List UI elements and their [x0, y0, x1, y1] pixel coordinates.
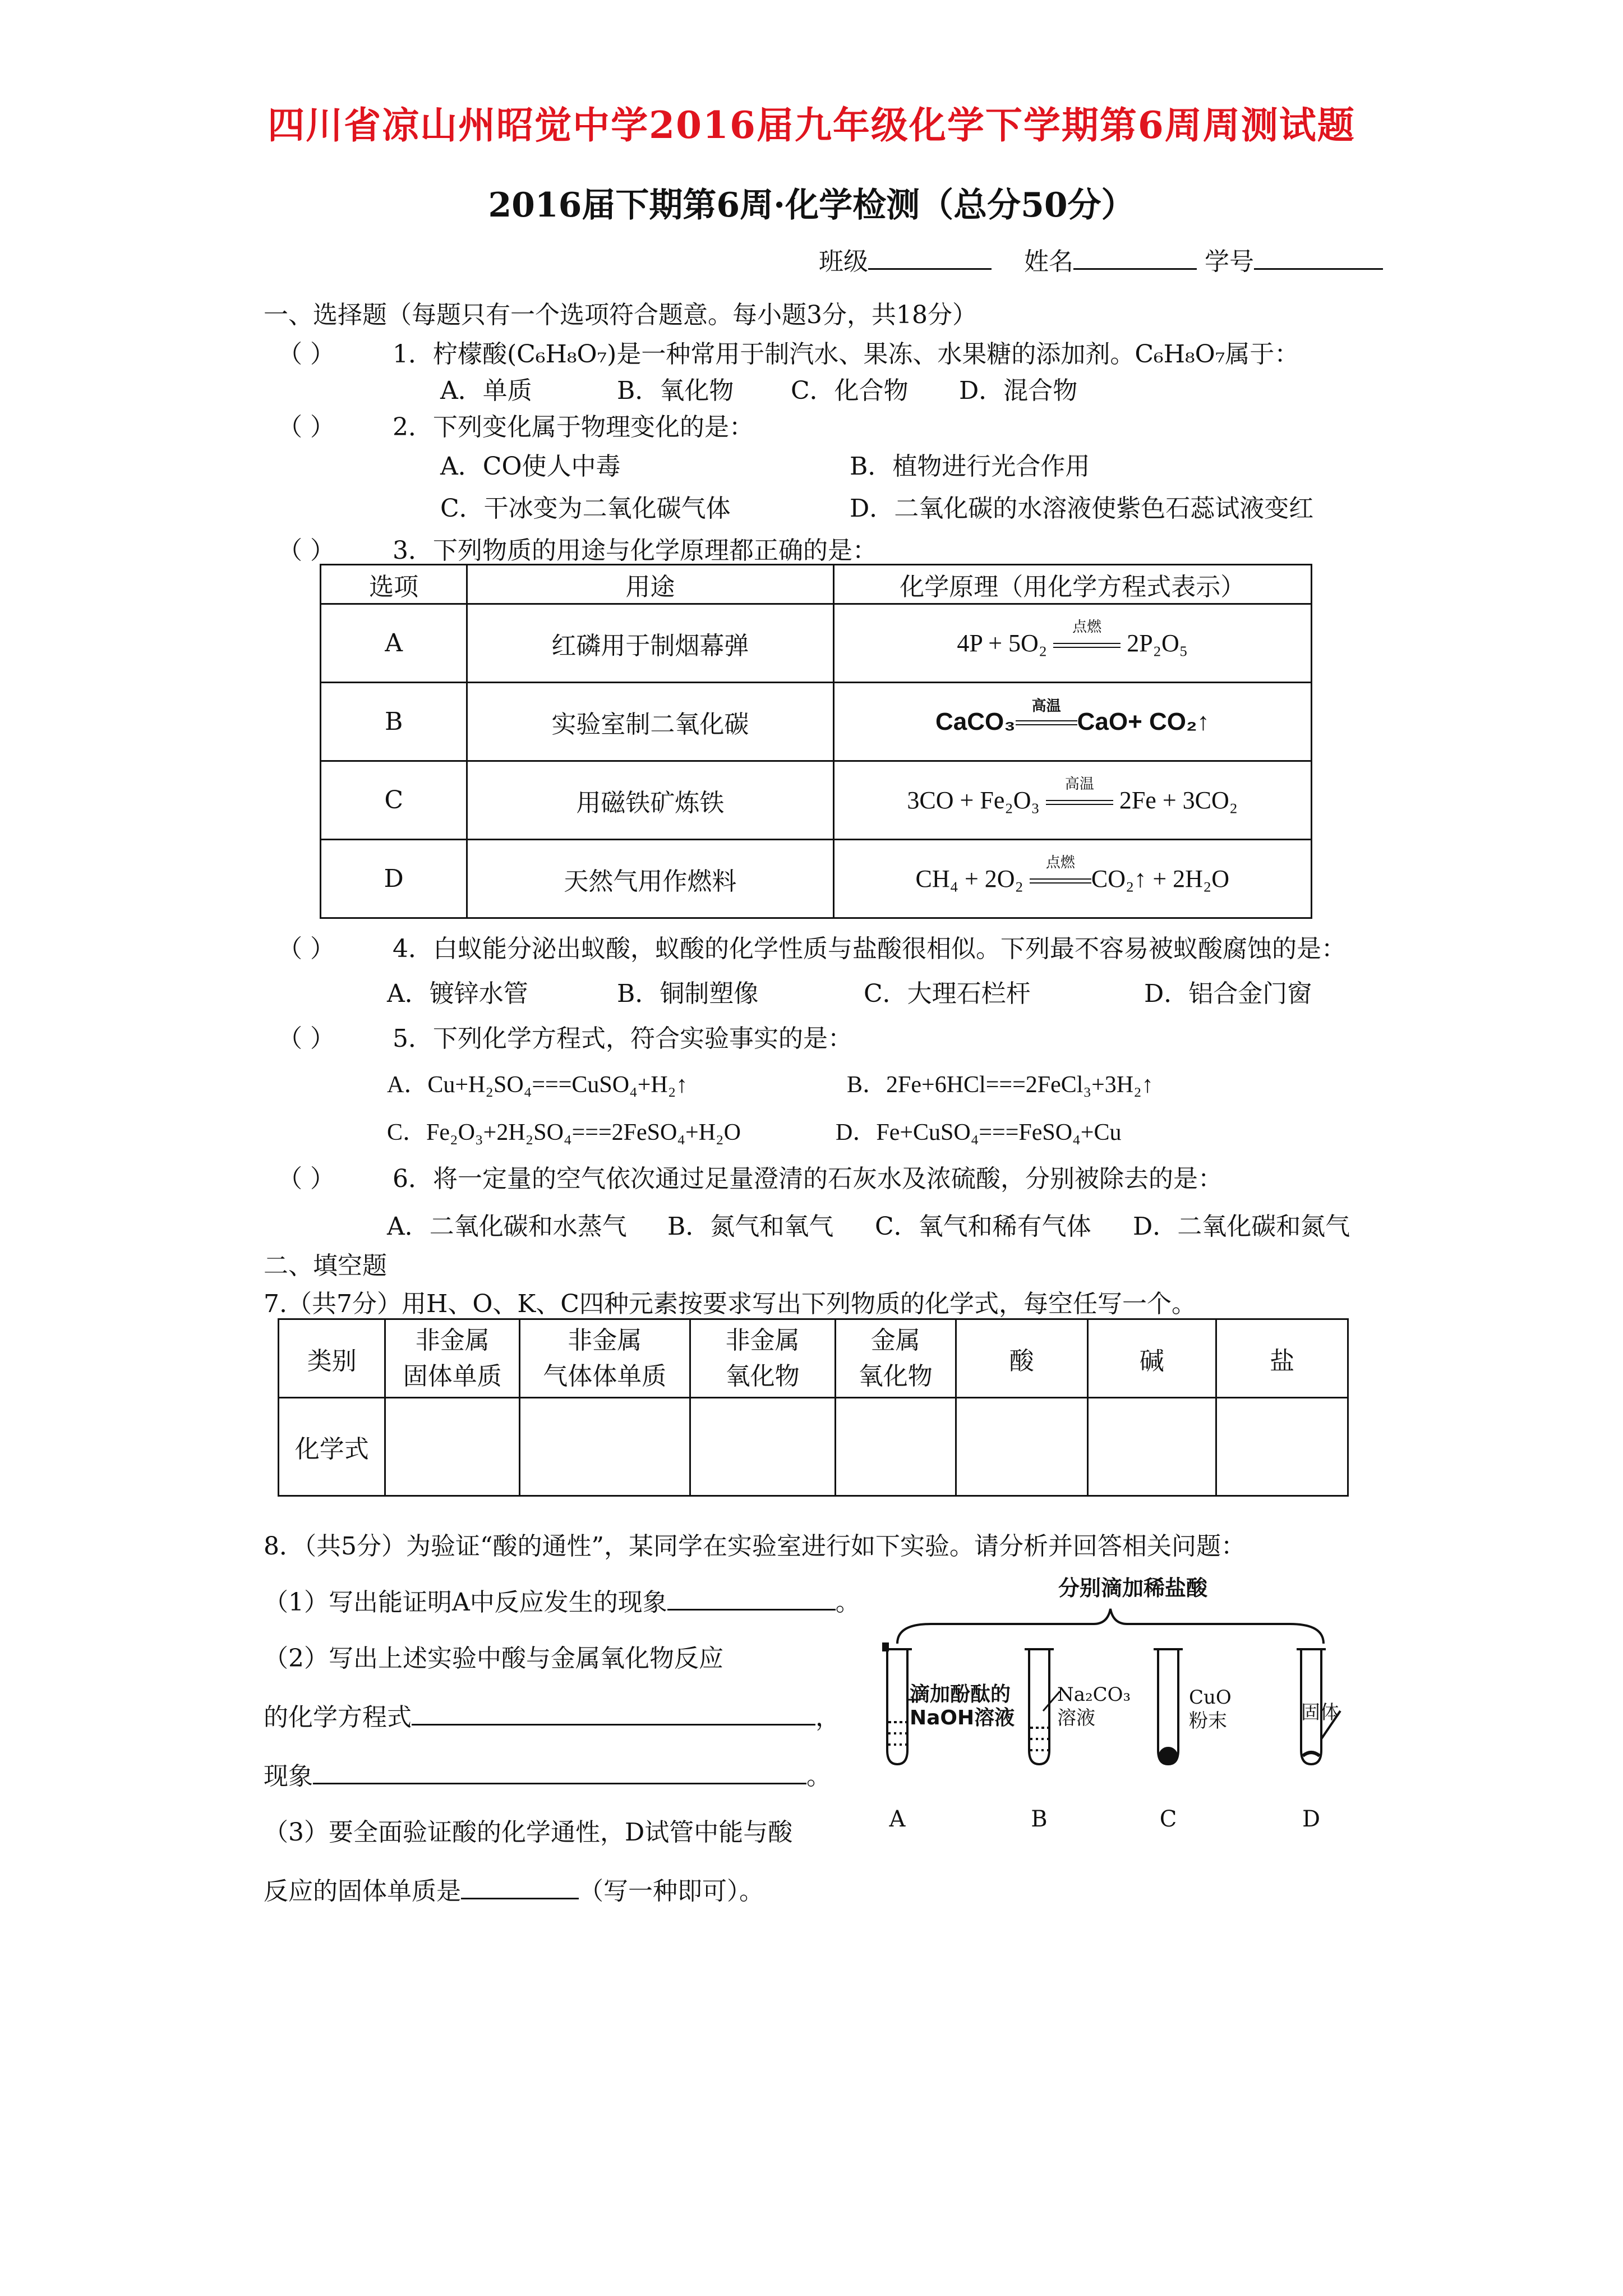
tube-label-c: C [1159, 1806, 1177, 1832]
class-label: 班级 [819, 247, 868, 276]
q8-part2-line2 [264, 1697, 840, 1733]
document-red-title: 四川省凉山州昭觉中学2016届九年级化学下学期第6周周测试题 [268, 103, 1355, 147]
tube-d-description: 固体 [1301, 1701, 1339, 1724]
q7-col-header-salt: 盐 [1216, 1319, 1348, 1398]
q2-answer-paren[interactable]: （ ） [278, 413, 335, 441]
q8-part2-line1: （2）写出上述实验中酸与金属氧化物反应 [264, 1644, 723, 1673]
student-info-line [819, 241, 1383, 277]
tube-c-text-1: CuO [1189, 1686, 1232, 1709]
tube-b-description [1057, 1683, 1131, 1730]
q3-row-b-equation [833, 683, 1311, 761]
q1-option-d: D．混合物 [959, 376, 1078, 405]
q7-answer-cell[interactable] [956, 1398, 1087, 1496]
q4-option-d: D．铝合金门窗 [1144, 979, 1312, 1008]
q3-row-d-equation [833, 840, 1311, 918]
q6-stem: 6．将一定量的空气依次通过足量澄清的石灰水及浓硫酸，分别被除去的是： [393, 1165, 1223, 1193]
section1-title: 一、选择题（每题只有一个选项符合题意。每小题3分，共18分） [264, 301, 977, 329]
q1-answer-paren[interactable]: （ ） [278, 340, 335, 369]
q2-option-c: C．干冰变为二氧化碳气体 [440, 494, 731, 523]
tube-a-text-1: 滴加酚酞的 [910, 1683, 1011, 1706]
tube-b [1025, 1649, 1054, 1764]
q8-part1-end: 。 [835, 1588, 860, 1617]
figure-top-label: 分别滴加稀盐酸 [1058, 1576, 1207, 1600]
tube-c-text-2: 粉末 [1189, 1710, 1227, 1732]
q3-row-a-option: A [321, 604, 467, 683]
eq-right: 2P₂O₅ [1127, 629, 1188, 657]
q7-col-header [690, 1319, 835, 1398]
q7-answer-cell[interactable] [835, 1398, 956, 1496]
eq-left: CH₄ + 2O₂ [915, 865, 1023, 892]
eq-condition [1030, 854, 1091, 893]
q8-part3-line1: （3）要全面验证酸的化学通性，D试管中能与酸 [264, 1818, 793, 1847]
q7-answer-cell[interactable] [690, 1398, 835, 1496]
q3-answer-paren[interactable]: （ ） [278, 536, 335, 565]
q1-option-b: B．氧化物 [617, 376, 734, 405]
col-line1: 非金属 [725, 1326, 800, 1355]
q4-option-b: B．铜制塑像 [617, 979, 759, 1008]
q3-header-option: 选项 [321, 565, 467, 604]
q8-part2-text: 的化学方程式 [264, 1703, 412, 1732]
q8-phenomenon-blank[interactable] [313, 1760, 806, 1784]
q3-row-b-use: 实验室制二氧化碳 [467, 683, 833, 761]
col-line2: 氧化物 [725, 1361, 800, 1391]
q3-row-a-equation [833, 604, 1311, 683]
q8-part1-text: （1）写出能证明A中反应发生的现象 [264, 1588, 667, 1617]
col-line2: 固体单质 [403, 1361, 502, 1391]
q6-option-c: C．氧气和稀有气体 [875, 1212, 1091, 1241]
col-line1: 非金属 [568, 1326, 642, 1355]
tube-c-description [1189, 1686, 1232, 1733]
q2-option-d: D．二氧化碳的水溶液使紫色石蕊试液变红 [850, 494, 1314, 523]
id-label: 学号 [1205, 247, 1254, 276]
class-field[interactable] [868, 246, 992, 270]
q7-row-label-category: 类别 [279, 1319, 385, 1398]
q6-option-a: A．二氧化碳和水蒸气 [387, 1212, 627, 1241]
col-line1: 非金属 [415, 1326, 490, 1355]
q8-part2-line3 [264, 1756, 831, 1792]
q3-row-d-option: D [321, 840, 467, 918]
eq-right: CaO+ CO₂↑ [1077, 707, 1210, 735]
tube-label-b: B [1031, 1806, 1048, 1832]
eq-condition [1016, 697, 1077, 736]
condition-text: 高温 [1031, 697, 1061, 714]
id-field[interactable] [1254, 246, 1383, 270]
q3-row-c-use: 用磁铁矿炼铁 [467, 761, 833, 840]
tube-a-description [910, 1683, 1015, 1730]
test-tube-figure [875, 1571, 1346, 1862]
brace [897, 1609, 1324, 1644]
tube-label-a: A [889, 1806, 906, 1832]
q3-header-principle: 化学原理（用化学方程式表示） [833, 565, 1311, 604]
q3-table [320, 564, 1312, 919]
q2-option-a: A．CO使人中毒 [440, 452, 621, 481]
col-line1: 金属 [870, 1326, 920, 1355]
q6-answer-paren[interactable]: （ ） [278, 1165, 335, 1193]
exam-title: 2016届下期第6周·化学检测（总分50分） [488, 186, 1135, 225]
eq-left: 3CO + Fe₂O₃ [907, 786, 1040, 814]
condition-text: 点燃 [1045, 854, 1075, 871]
section2-title: 二、填空题 [264, 1251, 387, 1280]
q8-part3-line2 [264, 1871, 764, 1907]
q7-col-header [385, 1319, 520, 1398]
eq-condition [1046, 776, 1113, 815]
q4-stem: 4．白蚁能分泌出蚁酸，蚁酸的化学性质与盐酸很相似。下列最不容易被蚁酸腐蚀的是： [393, 935, 1346, 963]
tube-a-text-2: NaOH溶液 [910, 1706, 1015, 1729]
name-field[interactable] [1073, 246, 1197, 270]
q1-option-a: A．单质 [440, 376, 532, 405]
q6-option-b: B．氮气和氧气 [667, 1212, 834, 1241]
q5-option-b: B．2Fe+6HCl===2FeCl₃+3H₂↑ [847, 1072, 1154, 1098]
tube-b-text-1: Na₂CO₃ [1057, 1683, 1131, 1706]
eq-condition [1053, 619, 1121, 657]
q7-stem: 7.（共7分）用H、O、K、C四种元素按要求写出下列物质的化学式，每空任写一个。 [264, 1290, 1196, 1318]
q3-stem: 3．下列物质的用途与化学原理都正确的是： [393, 536, 877, 565]
q5-option-c: C．Fe₂O₃+2H₂SO₄===2FeSO₄+H₂O [387, 1120, 741, 1145]
q3-row-a-use: 红磷用于制烟幕弹 [467, 604, 833, 683]
q8-part2-line3-end: 。 [806, 1762, 831, 1791]
eq-left: 4P + 5O₂ [957, 629, 1048, 657]
q8-part1 [264, 1582, 860, 1618]
q7-col-header-acid: 酸 [956, 1319, 1087, 1398]
q7-answer-cell[interactable] [1087, 1398, 1216, 1496]
name-label: 姓名 [1024, 247, 1073, 276]
q3-row-b-option: B [321, 683, 467, 761]
eq-right: CO₂↑ + 2H₂O [1091, 865, 1230, 892]
q5-answer-paren[interactable]: （ ） [278, 1024, 335, 1053]
condition-text: 高温 [1064, 776, 1094, 792]
q5-stem: 5．下列化学方程式，符合实验事实的是： [393, 1024, 852, 1053]
q1-option-c: C．化合物 [791, 376, 909, 405]
tube-label-d: D [1302, 1806, 1321, 1832]
q8-stem: 8．（共5分）为验证“酸的通性”，某同学在实验室进行如下实验。请分析并回答相关问题： [264, 1532, 1246, 1561]
q7-col-header-base: 碱 [1087, 1319, 1216, 1398]
q7-table [278, 1318, 1349, 1497]
q1-stem: 1．柠檬酸(C₆H₈O₇)是一种常用于制汽水、果冻、水果糖的添加剂。C₆H₈O₇属于： [393, 340, 1299, 369]
q7-answer-cell[interactable] [520, 1398, 690, 1496]
q7-row-label-formula: 化学式 [279, 1398, 385, 1496]
q8-equation-blank[interactable] [412, 1701, 815, 1726]
col-line2: 气体体单质 [543, 1361, 667, 1391]
q2-option-b: B．植物进行光合作用 [850, 452, 1090, 481]
col-line2: 氧化物 [858, 1361, 933, 1391]
q5-option-a: A．Cu+H₂SO₄===CuSO₄+H₂↑ [387, 1072, 688, 1098]
tube-b-text-2: 溶液 [1057, 1707, 1095, 1729]
q4-option-a: A．镀锌水管 [387, 979, 528, 1008]
q8-solid-blank[interactable] [461, 1875, 579, 1899]
eq-right: 2Fe + 3CO₂ [1119, 786, 1238, 814]
q7-col-header [520, 1319, 690, 1398]
q3-row-c-option: C [321, 761, 467, 840]
q5-option-d: D．Fe+CuSO₄===FeSO₄+Cu [836, 1120, 1122, 1145]
q8-phenomenon-label: 现象 [264, 1762, 313, 1791]
q4-option-c: C．大理石栏杆 [864, 979, 1031, 1008]
q8-part3-text: 反应的固体单质是 [264, 1877, 461, 1906]
condition-text: 点燃 [1072, 619, 1102, 635]
q2-stem: 2．下列变化属于物理变化的是： [393, 413, 754, 441]
q3-header-use: 用途 [467, 565, 833, 604]
q6-option-d: D．二氧化碳和氮气 [1133, 1212, 1350, 1241]
q7-col-header [835, 1319, 956, 1398]
eq-left: CaCO₃ [935, 707, 1016, 735]
tube-c [1154, 1649, 1183, 1764]
q8-part3-end: （写一种即可）。 [579, 1877, 764, 1906]
q3-row-d-use: 天然气用作燃料 [467, 840, 833, 918]
q7-answer-cell[interactable] [1216, 1398, 1348, 1496]
q8-part1-blank[interactable] [667, 1586, 836, 1611]
tube-a [883, 1644, 912, 1764]
q4-answer-paren[interactable]: （ ） [278, 935, 335, 963]
q8-part2-end: ， [815, 1703, 840, 1732]
q3-row-c-equation [833, 761, 1311, 840]
q7-answer-cell[interactable] [385, 1398, 520, 1496]
